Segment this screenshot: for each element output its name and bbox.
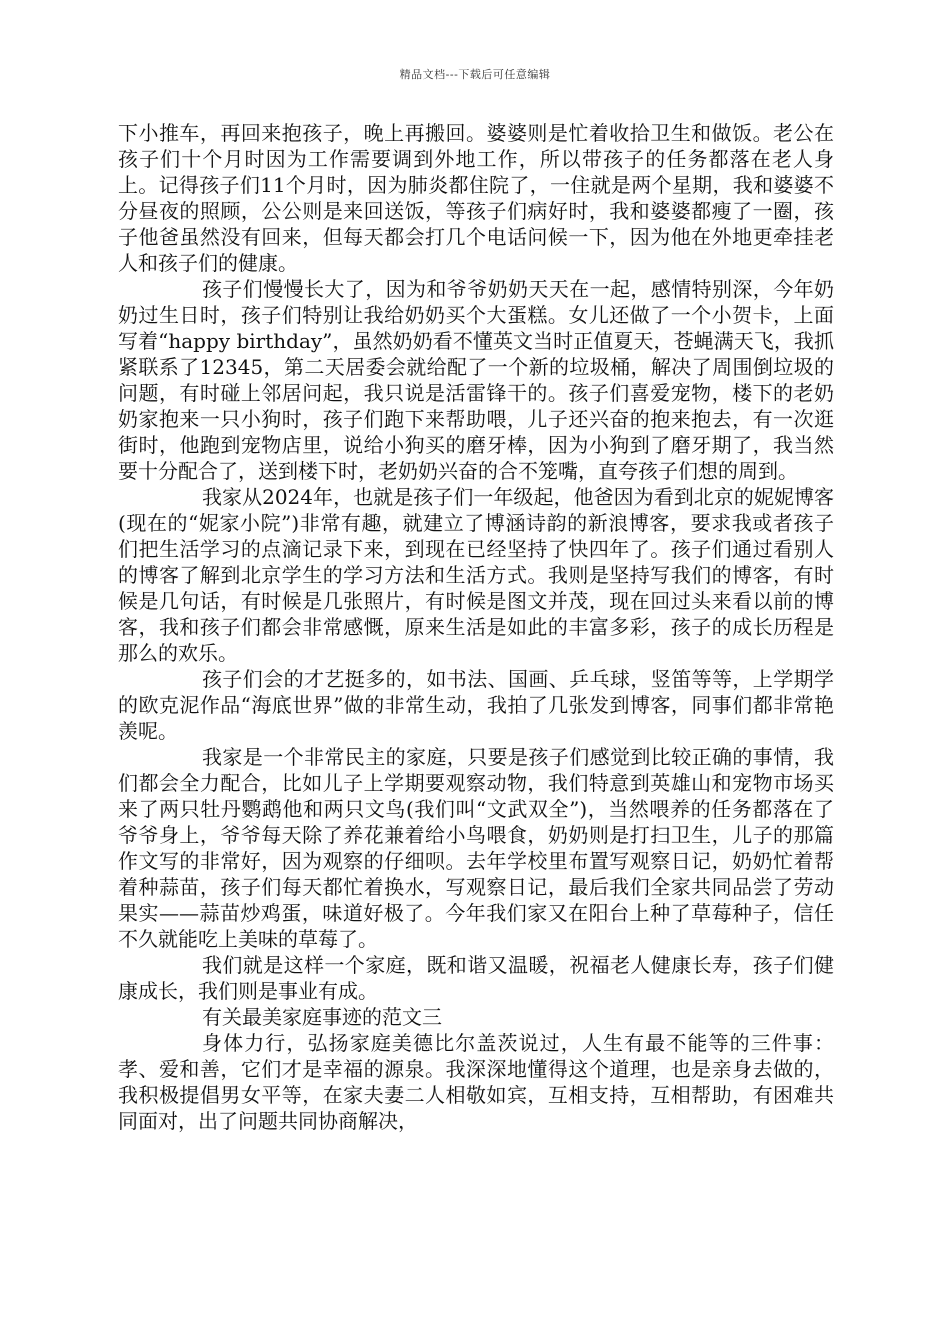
section-heading: 有关最美家庭事迹的范文三 xyxy=(202,1005,442,1029)
document-body xyxy=(118,120,834,1134)
paragraph-5: 我家是一个非常民主的家庭，只要是孩子们感觉到比较正确的事情，我们都会全力配合，比如儿子上学期要观察动物，我们特意到英雄山和宠物市场买来了两只牡丹鹦鹉他和两只文鸟(我们叫“文武双全”)，当然喂养的任务都落在了爷爷身上，爷爷每天除了养花兼着给小鸟喂食，奶奶则是打扫卫生，儿子的那篇作文写的非常好，因为观察的仔细呗。去年学校里布置写观察日记，奶奶忙着帮着种蒜苗，孩子们每天都忙着换水，写观察日记，最后我们全家共同品尝了劳动果实——蒜苗炒鸡蛋，味道好极了。今年我们家又在阳台上种了草莓种子，信任不久就能吃上美味的草莓了。 xyxy=(118,745,834,951)
paragraph-3: 我家从2024年，也就是孩子们一年级起，他爸因为看到北京的妮妮博客(现在的“妮家小院”)非常有趣，就建立了博涵诗韵的新浪博客，要求我或者孩子们把生活学习的点滴记录下来，到现在已经坚持了快四年了。孩子们通过看别人的博客了解到北京学生的学习方法和生活方式。我则是坚持写我们的博客，有时候是几句话，有时候是几张照片，有时候是图文并茂，现在回过头来看以前的博客，我和孩子们都会非常感慨，原来生活是如此的丰富多彩，孩子的成长历程是那么的欢乐。 xyxy=(118,485,834,665)
paragraph-6: 我们就是这样一个家庭，既和谐又温暖，祝福老人健康长寿，孩子们健康成长，我们则是事业有成。 xyxy=(118,953,834,1003)
paragraph-4: 孩子们会的才艺挺多的，如书法、国画、乒乓球，竖笛等等，上学期学的欧克泥作品“海底世界”做的非常生动，我拍了几张发到博客，同事们都非常艳羡呢。 xyxy=(118,667,834,743)
page-header-note: 精品文档---下载后可任意编辑 xyxy=(399,68,551,81)
paragraph-1: 下小推车，再回来抱孩子，晚上再搬回。婆婆则是忙着收拾卫生和做饭。老公在孩子们十个月时因为工作需要调到外地工作，所以带孩子的任务都落在老人身上。记得孩子们11个月时，因为肺炎都住院了，一住就是两个星期，我和婆婆不分昼夜的照顾，公公则是来回送饭，等孩子们病好时，我和婆婆都瘦了一圈，孩子他爸虽然没有回来，但每天都会打几个电话问候一下，因为他在外地更牵挂老人和孩子们的健康。 xyxy=(118,121,834,275)
paragraph-8: 身体力行，弘扬家庭美德比尔盖茨说过，人生有最不能等的三件事：孝、爱和善，它们才是幸福的源泉。我深深地懂得这个道理，也是亲身去做的，我积极提倡男女平等，在家夫妻二人相敬如宾，互相支持，互相帮助，有困难共同面对，出了问题共同协商解决， xyxy=(118,1031,834,1133)
paragraph-2: 孩子们慢慢长大了，因为和爷爷奶奶天天在一起，感情特别深，今年奶奶过生日时，孩子们特别让我给奶奶买个大蛋糕。女儿还做了一个小贺卡，上面写着“happy birthday”，虽然奶奶看不懂英文当时正值夏天，苍蝇满天飞，我抓紧联系了12345，第二天居委会就给配了一个新的垃圾桶，解决了周围倒垃圾的问题，有时碰上邻居问起，我只说是活雷锋干的。孩子们喜爱宠物，楼下的老奶奶家抱来一只小狗时，孩子们跑下来帮助喂，儿子还兴奋的抱来抱去，有一次逛街时，他跑到宠物店里，说给小狗买的磨牙棒，因为小狗到了磨牙期了，我当然要十分配合了，送到楼下时，老奶奶兴奋的合不笼嘴，直夸孩子们想的周到。 xyxy=(118,277,834,483)
